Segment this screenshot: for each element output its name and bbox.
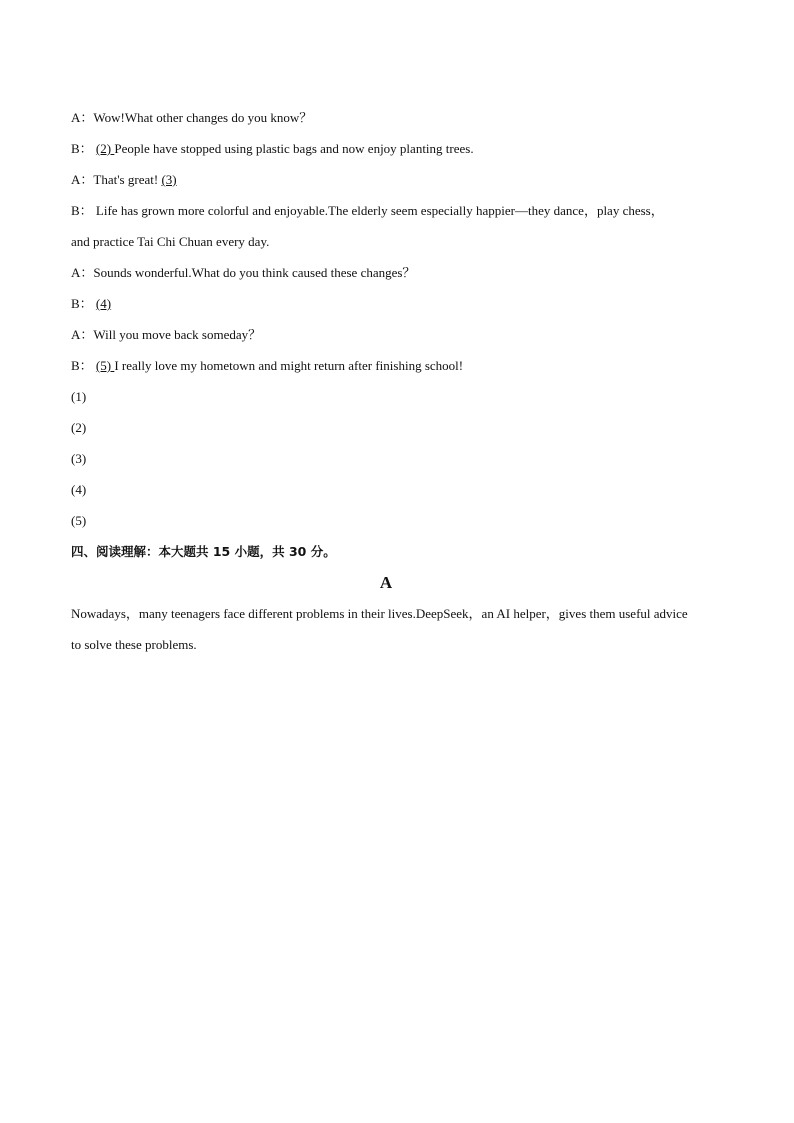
dialogue-line-a2 xyxy=(71,164,701,195)
speaker: A： xyxy=(71,110,94,125)
dialogue-line-b1 xyxy=(71,133,701,164)
speaker: B： xyxy=(71,141,96,156)
dialogue-line-b4 xyxy=(71,350,701,381)
speaker: A： xyxy=(71,327,94,342)
dialogue-line-b2-cont xyxy=(71,226,701,257)
blank-3: (3) xyxy=(161,172,177,187)
answer-slot-2: (2) xyxy=(71,420,87,435)
section-heading: 四、阅读理解：本大题共 15 小题，共 30 分。 xyxy=(71,544,336,559)
speaker: B： xyxy=(71,358,96,373)
dialogue-text: People have stopped using plastic bags and now enjoy planting trees. xyxy=(114,141,474,156)
speaker: A： xyxy=(71,172,94,187)
dialogue-line-a3 xyxy=(71,257,701,288)
dialogue-text: Life has grown more colorful and enjoyable.The elderly seem especially happier—they dance，play chess， xyxy=(95,203,664,218)
answer-slot-4: (4) xyxy=(71,482,87,497)
dialogue-line-b2 xyxy=(71,195,701,226)
dialogue-text: Wow!What other changes do you know？ xyxy=(93,110,313,125)
answer-slot-5: (5) xyxy=(71,513,87,528)
dialogue-line-a1 xyxy=(71,102,701,133)
answer-slot-1: (1) xyxy=(71,389,87,404)
speaker: B： xyxy=(71,203,96,218)
dialogue-text: Sounds wonderful.What do you think caused these changes？ xyxy=(93,265,416,280)
dialogue-line-a4 xyxy=(71,319,701,350)
dialogue-text: Will you move back someday？ xyxy=(93,327,262,342)
answer-slot-3: (3) xyxy=(71,451,87,466)
dialogue-text: That's great! xyxy=(93,172,162,187)
document-body xyxy=(71,102,701,660)
dialogue-text: and practice Tai Chi Chuan every day. xyxy=(71,234,270,249)
blank-2: (2) xyxy=(95,141,115,156)
blank-5: (5) xyxy=(95,358,115,373)
passage-paragraph: Nowadays，many teenagers face different problems in their lives.DeepSeek，an AI helper，gives them useful advice to solve these problems. xyxy=(71,606,688,652)
speaker: B： xyxy=(71,296,96,311)
speaker: A： xyxy=(71,265,94,280)
dialogue-text: I really love my hometown and might return after finishing school! xyxy=(114,358,464,373)
dialogue-line-b3 xyxy=(71,288,701,319)
passage-label: A xyxy=(379,573,393,592)
blank-4: (4) xyxy=(95,296,112,311)
